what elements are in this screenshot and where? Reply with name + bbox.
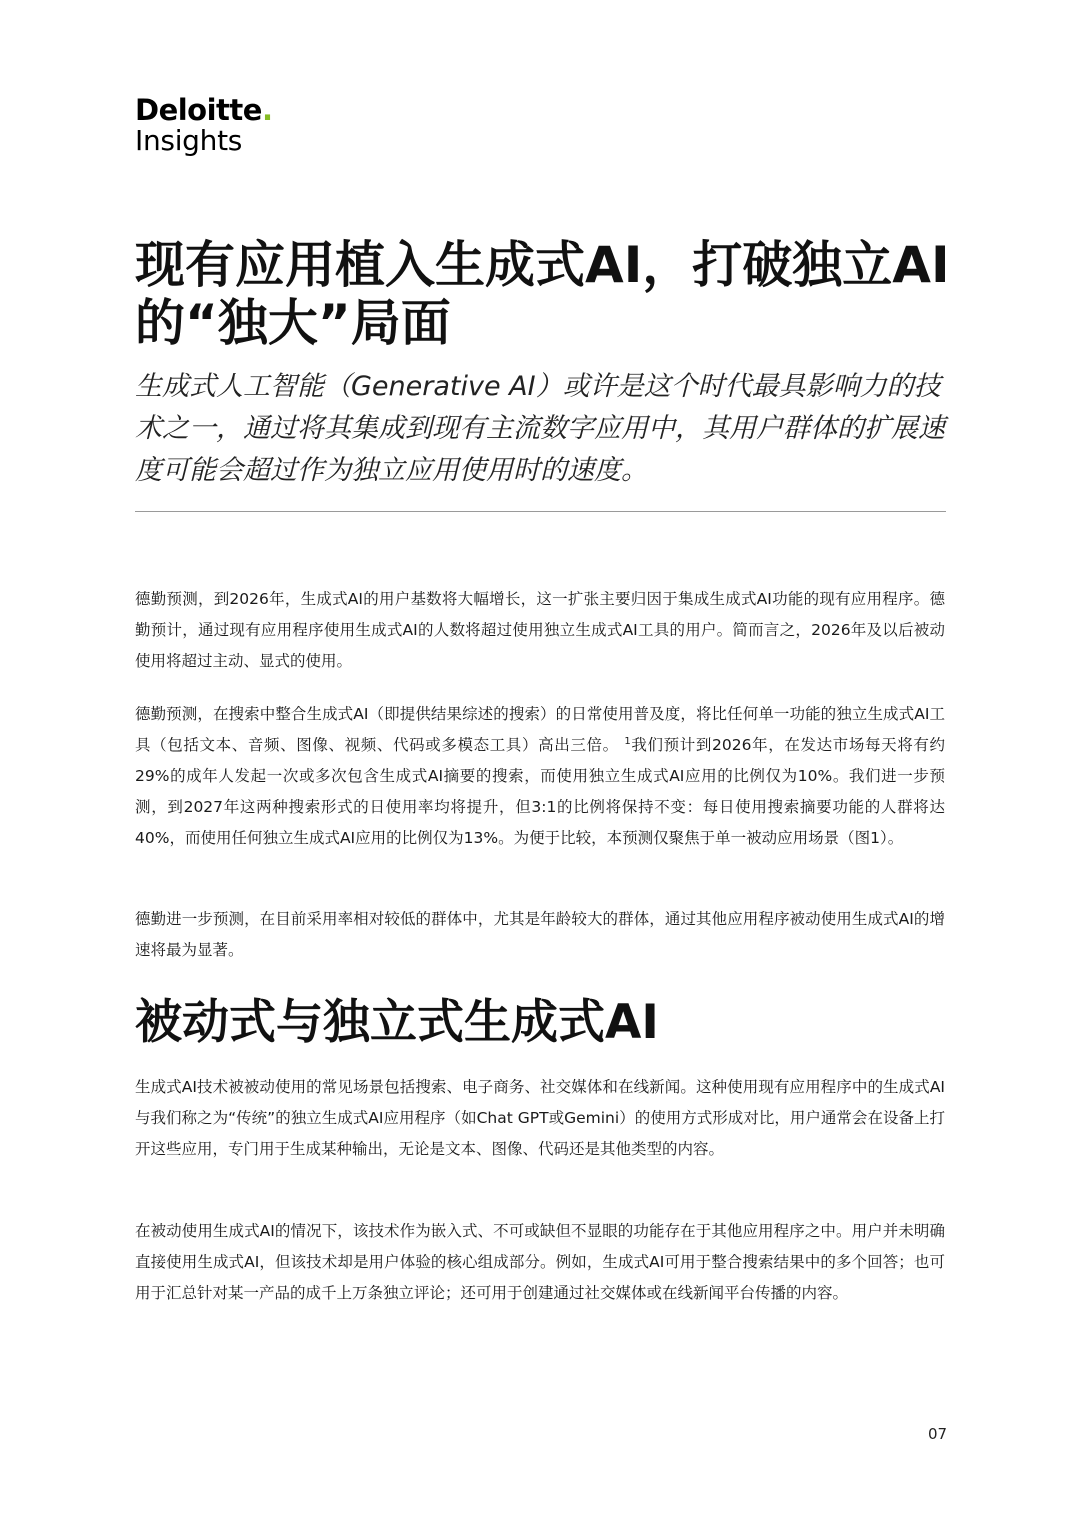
logo-brand: [135, 93, 273, 127]
page-number: 07: [928, 1425, 948, 1443]
deloitte-insights-logo: [135, 93, 273, 157]
paragraph-2-part-2: 我们预计到2026年，在发达市场每天将有约29%的成年人发起一次或多次包含生成式AI摘要的搜索，而使用独立生成式AI应用的比例仅为10%。我们进一步预测，到2027年这两种搜索形式的日使用率均将提升，但3:1的比例将保持不变：每日使用搜索摘要功能的人群将达40%，而使用任何独立生成式AI应用的比例仅为13%。为便于比较，本预测仅聚焦于单一被动应用场景（图1）。: [135, 736, 945, 847]
paragraph-1: 德勤预测，到2026年，生成式AI的用户基数将大幅增长，这一扩张主要归因于集成生成式AI功能的现有应用程序。德勤预计，通过现有应用程序使用生成式AI的人数将超过使用独立生成式AI工具的用户。简而言之，2026年及以后被动使用将超过主动、显式的使用。: [135, 590, 945, 670]
paragraph-4: 生成式AI技术被被动使用的常见场景包括搜索、电子商务、社交媒体和在线新闻。这种使用现有应用程序中的生成式AI与我们称之为“传统”的独立生成式AI应用程序（如Chat GPT或Gemini）的使用方式形成对比，用户通常会在设备上打开这些应用，专门用于生成某种输出，无论是文本、图像、代码还是其他类型的内容。: [135, 1078, 945, 1158]
logo-green-dot: .: [261, 93, 273, 127]
paragraph-5: 在被动使用生成式AI的情况下，该技术作为嵌入式、不可或缺但不显眼的功能存在于其他应用程序之中。用户并未明确直接使用生成式AI，但该技术却是用户体验的核心组成部分。例如，生成式AI可用于整合搜索结果中的多个回答；也可用于汇总针对某一产品的成千上万条独立评论；还可用于创建通过社交媒体或在线新闻平台传播的内容。: [135, 1222, 945, 1302]
paragraph-2-part-1: 德勤预测，在搜索中整合生成式AI（即提供结果综述的搜索）的日常使用普及度，将比任何单一功能的独立生成式AI工具（包括文本、音频、图像、视频、代码或多模态工具）高出三倍。: [135, 705, 945, 754]
divider: [135, 511, 946, 512]
logo-brand-text: Deloitte: [135, 93, 262, 127]
page-title: 现有应用植入生成式AI，打破独立AI的“独大”局面: [135, 236, 950, 352]
logo-subtitle: Insights: [135, 124, 243, 157]
paragraph-3: 德勤进一步预测，在目前采用率相对较低的群体中，尤其是年龄较大的群体，通过其他应用程序被动使用生成式AI的增速将最为显著。: [135, 910, 945, 959]
page-subtitle: 生成式人工智能（Generative AI）或许是这个时代最具影响力的技术之一，通过将其集成到现有主流数字应用中，其用户群体的扩展速度可能会超过作为独立应用使用时的速度。: [135, 371, 945, 486]
footnote-marker[interactable]: 1: [624, 735, 631, 747]
section-heading: 被动式与独立式生成式AI: [135, 995, 659, 1050]
paragraph-2: [135, 699, 945, 854]
